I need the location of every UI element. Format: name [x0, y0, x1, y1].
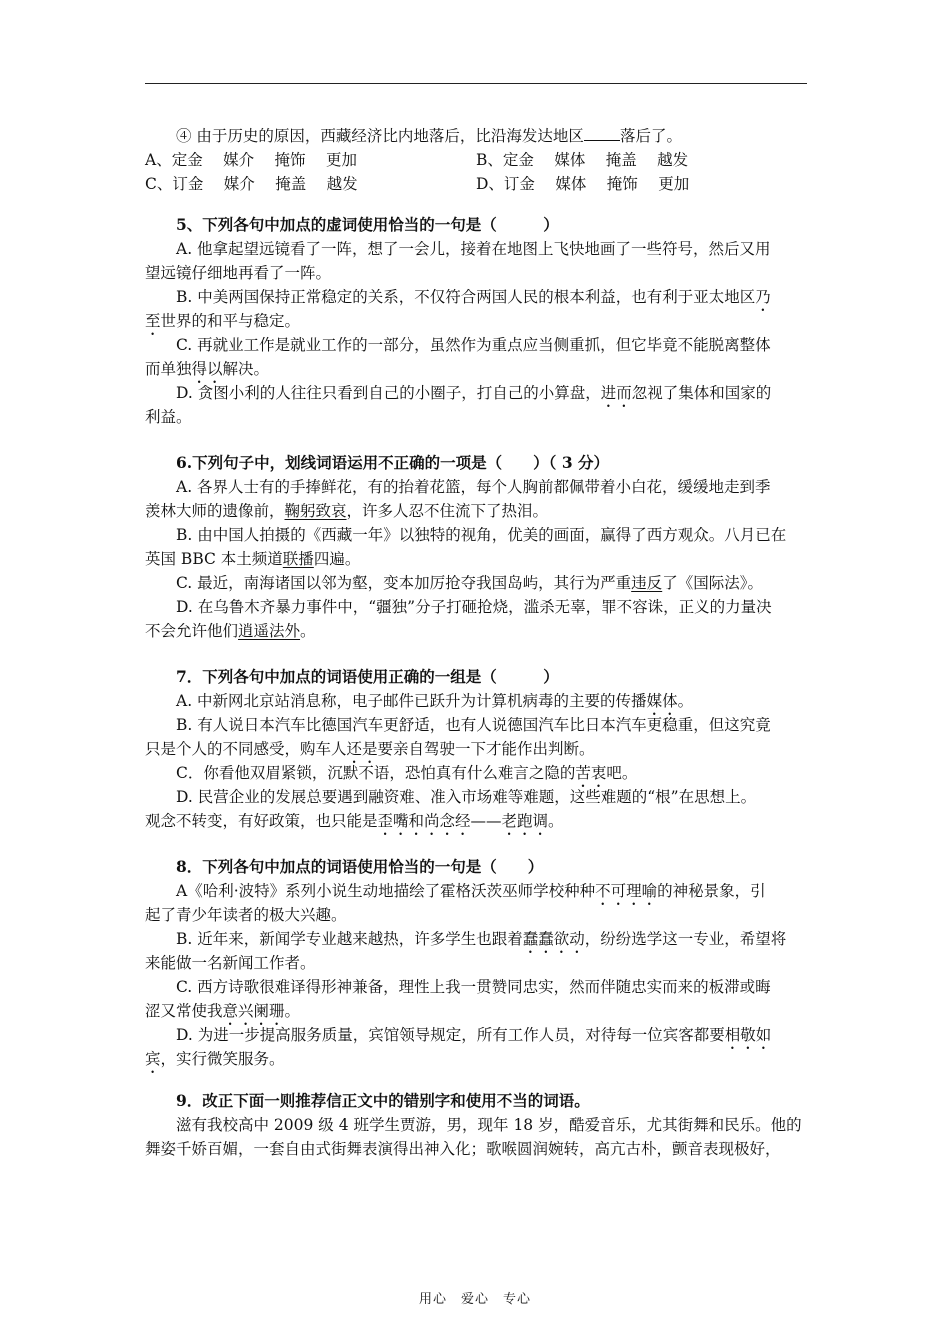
- q6-option-a-line1: A. 各界人士有的手捧鲜花，有的抬着花篮，每个人胸前都佩带着小白花，缓缓地走到季: [176, 478, 771, 496]
- q6-option-c-line1: C. 最近，南海诸国以邻为壑，变本加厉抢夺我国岛屿，其行为严重违反了《国际法》。: [176, 574, 763, 592]
- q6-option-a-line2: 羡林大师的遗像前，鞠躬致哀，许多人忍不住流下了热泪。: [145, 502, 549, 520]
- answer-blank: [584, 126, 620, 141]
- q9-paragraph-line2: 舞姿千娇百媚，一套自由式街舞表演得出神入化；歌喉圆润婉转，高亢古朴，颤音表现极好，: [145, 1140, 781, 1158]
- q8-option-d-line2: 宾，实行微笑服务。: [145, 1050, 285, 1068]
- q5-option-b-line2: 至世界的和平与稳定。: [145, 312, 301, 330]
- q6-title: 6.下列句子中，划线词语运用不正确的一项是（ ）（ 3 分）: [176, 453, 610, 472]
- q8-option-d-line1: D. 为进一步提高服务质量，宾馆领导规定，所有工作人员，对待每一位宾客都要相敬如: [176, 1026, 772, 1044]
- q7-option-b-line1: B. 有人说日本汽车比德国汽车更舒适，也有人说德国汽车比日本汽车更稳重，但这究竟: [176, 716, 771, 734]
- page-footer: 用心 爱心 专心: [418, 1292, 531, 1307]
- document-body: [145, 124, 807, 1161]
- q8-option-a-line2: 起了青少年读者的极大兴趣。: [145, 906, 347, 924]
- q8-option-b-line2: 来能做一名新闻工作者。: [145, 954, 316, 972]
- q4-options-row-2: [145, 172, 807, 196]
- q4-option-b: B、定金 媒体 掩盖 越发: [476, 151, 689, 169]
- q5-option-d-line2: 利益。: [145, 408, 192, 426]
- q8-option-c-line1: C. 西方诗歌很难译得形神兼备，理性上我一贯赞同忠实，然而伴随忠实而来的板滞或晦: [176, 978, 771, 996]
- q4-option-a: A、定金 媒介 掩饰 更加: [145, 151, 357, 169]
- q9-paragraph-line1: 滋有我校高中 2009 级 4 班学生贾游，男，现年 18 岁，酷爱音乐，尤其街舞和民乐。他的: [176, 1116, 802, 1134]
- q7-option-d-line2: 观念不转变，有好政策，也只能是歪嘴和尚念经——老跑调。: [145, 812, 564, 830]
- q7-option-c-line1: C．你看他双眉紧锁，沉默不语，恐怕真有什么难言之隐的苦衷吧。: [176, 764, 638, 782]
- q4-option-c: C、订金 媒介 掩盖 越发: [145, 175, 358, 193]
- q5-option-a-line1: A. 他拿起望远镜看了一阵，想了一会儿，接着在地图上飞快地画了一些符号，然后又用: [176, 240, 771, 258]
- q8-option-a-line1: A《哈利·波特》系列小说生动地描绘了霍格沃茨巫师学校种种不可理喻的神秘景象，引: [176, 882, 766, 900]
- q5-option-d-line1: D. 贪图小利的人往往只看到自己的小圈子，打自己的小算盘，进而忽视了集体和国家的: [176, 384, 772, 402]
- q6-option-b-line1: B. 由中国人拍摄的《西藏一年》以独特的视角，优美的画面，赢得了西方观众。八月已在: [176, 526, 787, 544]
- q8-option-c-line2: 涩又常使我意兴阑珊。: [145, 1002, 301, 1020]
- q5-option-c-line1: C. 再就业工作是就业工作的一部分，虽然作为重点应当侧重抓，但它毕竟不能脱离整体: [176, 336, 771, 354]
- q9-title: 9．改正下面一则推荐信正文中的错别字和使用不当的词语。: [176, 1091, 590, 1110]
- q6-option-b-line2: 英国 BBC 本土频道联播四遍。: [145, 550, 361, 568]
- q6-option-d-line2: 不会允许他们逍遥法外。: [145, 622, 316, 640]
- q5-option-b-line1: B. 中美两国保持正常稳定的关系，不仅符合两国人民的根本利益，也有利于亚太地区乃: [176, 288, 771, 306]
- q4-option-d: D、订金 媒体 掩饰 更加: [476, 175, 690, 193]
- q5-option-c-line2: 而单独得以解决。: [145, 360, 270, 378]
- q7-title: 7．下列各句中加点的词语使用正确的一组是（ ）: [176, 667, 559, 686]
- q4-sentence-4: ④ 由于历史的原因，西藏经济比内地落后，比沿海发达地区 落后了。: [176, 127, 682, 145]
- q7-option-d-line1: D. 民营企业的发展总要遇到融资难、准入市场难等难题，这些难题的“根”在思想上。: [176, 788, 757, 806]
- q8-option-b-line1: B. 近年来，新闻学专业越来越热，许多学生也跟着蠢蠢欲动，纷纷选学这一专业，希望将: [176, 930, 787, 948]
- q5-title: 5、下列各句中加点的虚词使用恰当的一句是（ ）: [176, 215, 559, 234]
- q7-option-b-line2: 只是个人的不同感受，购车人还是要亲自驾驶一下才能作出判断。: [145, 740, 595, 758]
- q5-option-a-line2: 望远镜仔细地再看了一阵。: [145, 264, 332, 282]
- q6-option-d-line1: D. 在乌鲁木齐暴力事件中，“疆独”分子打砸抢烧，滥杀无辜，罪不容诛，正义的力量决: [176, 598, 772, 616]
- q8-title: 8．下列各句中加点的词语使用恰当的一句是（ ）: [176, 857, 544, 876]
- q4-options-row-1: [145, 148, 807, 172]
- q7-option-a-line1: A. 中新网北京站消息称，电子邮件已跃升为计算机病毒的主要的传播媒体。: [176, 692, 694, 710]
- header-rule: [145, 83, 807, 84]
